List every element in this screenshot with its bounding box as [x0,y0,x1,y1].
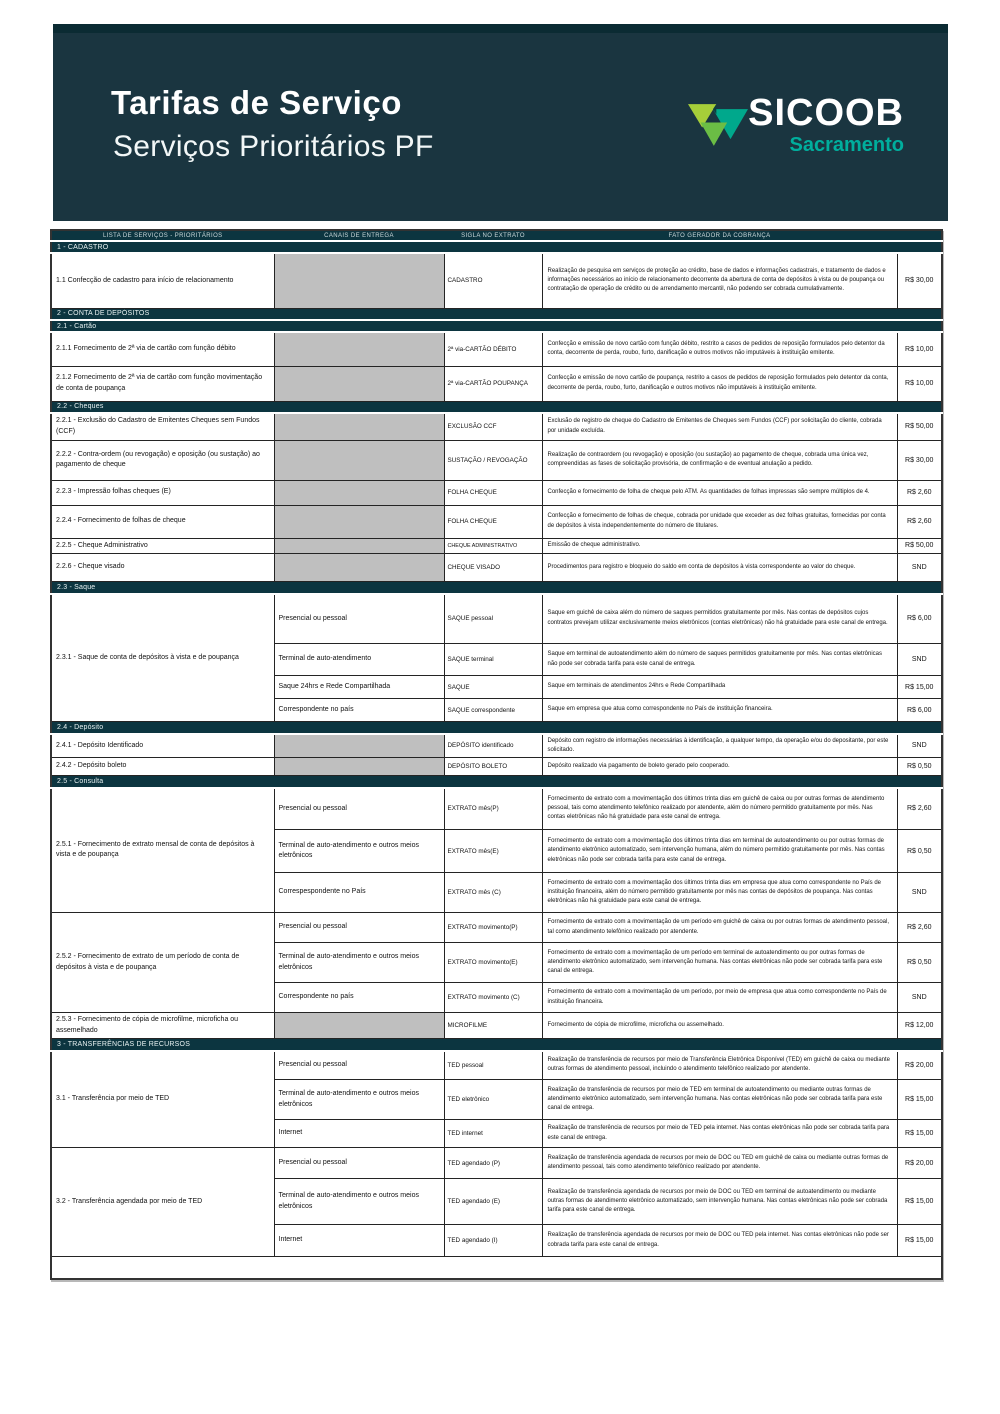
sigla-cell: EXTRATO movimento (C) [444,983,542,1013]
channel-cell: Presencial ou pessoal [274,788,444,830]
fato-cell: Saque em empresa que atua como correspondente no País de instituição financeira. [542,699,897,722]
sigla-cell: SAQUE [444,676,542,699]
channel-cell: Terminal de auto-atendimento e outros meios eletrônicos [274,943,444,983]
service-cell: 2.2.2 - Contra-ordem (ou revogação) e oposição (ou sustação) ao pagamento de cheque [51,440,274,480]
sigla-cell: FOLHA CHEQUE [444,480,542,505]
price-cell: R$ 50,00 [897,413,942,440]
column-header-row [51,230,942,241]
channel-cell-empty [274,1013,444,1039]
price-cell: R$ 15,00 [897,1225,942,1257]
sigla-cell: EXTRATO mês(E) [444,830,542,873]
fato-cell: Realização de transferência de recursos por meio de Transferência Eletrônica Disponível (TED) em guichê de caixa ou mediante outras formas de atendimento pessoal, incluindo o atendimento telefônico realizado por atendente. [542,1051,897,1080]
empty-footer-row [51,1257,942,1279]
service-cell: 2.4.2 - Depósito boleto [51,758,274,776]
price-cell: R$ 15,00 [897,676,942,699]
table-row [51,413,942,440]
service-cell: 2.2.5 - Cheque Administrativo [51,538,274,554]
sigla-cell: FOLHA CHEQUE [444,505,542,538]
channel-cell-empty [274,734,444,758]
service-cell: 3.1 - Transferência por meio de TED [51,1051,274,1148]
section-bar-cheques: 2.2 - Cheques [51,401,942,413]
price-cell: SND [897,873,942,913]
price-cell: R$ 2,60 [897,480,942,505]
sigla-cell: TED eletrônico [444,1080,542,1120]
channel-cell: Correspondente no país [274,983,444,1013]
table-row [51,440,942,480]
price-cell: SND [897,734,942,758]
fato-cell: Confecção e emissão de novo cartão com função débito, restrito a casos de pedidos de reposição formulados pelo detentor da conta, decorrente de perda, roubo, furto, danificação e outros motivos não imputáveis à instituição emitente. [542,332,897,366]
channel-cell-empty [274,505,444,538]
service-cell: 3.2 - Transferência agendada por meio de TED [51,1148,274,1257]
table-row [51,480,942,505]
column-header-sigla: SIGLA NO EXTRATO [444,230,542,241]
fato-cell: Realização de pesquisa em serviços de proteção ao crédito, base de dados e informações cadastrais, e tratamento de dados e informações necessários ao início de relacionamento decorrente da abertura de conta de depósitos à vista ou de poupança ou contratação de operação de crédito ou de arrendamento mercantil, não podendo ser cobrada cumulativamente. [542,253,897,308]
fato-cell: Realização de transferência de recursos por meio de TED em terminal de autoatendimento ou mediante outras formas de atendimento eletrônico automatizado, sem intervenção humana. Nas contas eletrônicas não pode ser cobrada tarifa para este canal de entrega. [542,1080,897,1120]
service-cell: 2.2.3 - Impressão folhas cheques (E) [51,480,274,505]
channel-cell: Terminal de auto-atendimento e outros meios eletrônicos [274,1179,444,1225]
tariff-table [50,229,943,1280]
table-row [51,538,942,554]
table-row [51,1051,942,1080]
column-header-services: LISTA DE SERVIÇOS - PRIORITÁRIOS [51,230,274,241]
price-cell: R$ 0,50 [897,830,942,873]
channel-cell-empty [274,332,444,366]
fato-cell: Confecção e emissão de novo cartão de poupança, restrito a casos de pedidos de reposição formulados pelo detentor da conta, decorrente de perda, roubo, furto, danificação e outros motivos não imputáveis à instituição emitente. [542,366,897,401]
table-row [51,594,942,644]
table-row [51,505,942,538]
table-row [51,332,942,366]
channel-cell-empty [274,413,444,440]
price-cell: R$ 2,60 [897,913,942,943]
service-cell: 2.2.6 - Cheque visado [51,554,274,582]
fato-cell: Confecção e fornecimento de folha de cheque pelo ATM. As quantidades de folhas impressas são sempre múltiplos de 4. [542,480,897,505]
sigla-cell: TED internet [444,1120,542,1148]
fato-cell: Realização de transferência agendada de recursos por meio de DOC ou TED em terminal de autoatendimento ou mediante outras formas de atendimento eletrônico automatizado, sem intervenção humana. Nas contas eletrônicas não pode ser cobrada tarifa para este canal de entrega. [542,1179,897,1225]
sigla-cell: TED agendado (P) [444,1148,542,1179]
fato-cell: Exclusão de registro de cheque do Cadastro de Emitentes de Cheques sem Fundos (CCF) por solicitação do cliente, cobrada por unidade excluída. [542,413,897,440]
price-cell: R$ 15,00 [897,1179,942,1225]
price-cell: R$ 50,00 [897,538,942,554]
fato-cell: Fornecimento de extrato com a movimentação dos últimos trinta dias em terminal de autoatendimento ou por outras formas de atendimento eletrônico automatizado, sem intervenção humana, além do número permitido gratuitamente por mês. Nas contas eletrônicas não pode ser cobrada tarifa para este canal de entrega. [542,830,897,873]
brand-unit: Sacramento [789,133,904,156]
sigla-cell: EXTRATO movimento(P) [444,913,542,943]
table-row [51,253,942,308]
document-header [53,24,948,221]
service-cell: 2.2.4 - Fornecimento de folhas de cheque [51,505,274,538]
column-header-fato: FATO GERADOR DA COBRANÇA [542,230,897,241]
sigla-cell: EXTRATO mês (C) [444,873,542,913]
channel-cell: Internet [274,1120,444,1148]
channel-cell-empty [274,480,444,505]
price-cell: R$ 15,00 [897,1120,942,1148]
price-cell: R$ 6,00 [897,594,942,644]
service-cell: 2.4.1 - Depósito Identificado [51,734,274,758]
price-cell: R$ 30,00 [897,253,942,308]
table-row [51,734,942,758]
section-bar-conta-depositos: 2 - CONTA DE DEPÓSITOS [51,308,942,320]
sigla-cell: 2ª via-CARTÃO POUPANÇA [444,366,542,401]
sigla-cell: SAQUE correspondente [444,699,542,722]
price-cell: R$ 30,00 [897,440,942,480]
price-cell: R$ 2,60 [897,788,942,830]
channel-cell-empty [274,440,444,480]
fato-cell: Fornecimento de cópia de microfilme, microficha ou assemelhado. [542,1013,897,1039]
price-cell: R$ 6,00 [897,699,942,722]
table-row [51,1013,942,1039]
channel-cell: Presencial ou pessoal [274,913,444,943]
section-bar-deposito: 2.4 - Depósito [51,722,942,734]
price-cell: SND [897,554,942,582]
fato-cell: Fornecimento de extrato com a movimentação dos últimos trinta dias em empresa que atua como correspondente no País de instituição financeira, além do número permitido gratuitamente por mês nas contas de depósitos de poupança. Nas contas eletrônicas não há gratuidade para este canal de entrega. [542,873,897,913]
table-row [51,758,942,776]
sicoob-logo-icon [688,104,748,156]
table-row [51,913,942,943]
service-cell: 2.1.2 Fornecimento de 2ª via de cartão com função movimentação de conta de poupança [51,366,274,401]
channel-cell: Correspespondente no País [274,873,444,913]
brand-block [688,94,904,156]
fato-cell: Fornecimento de extrato com a movimentação de um período em terminal de autoatendimento ou por outras formas de atendimento eletrônico automatizado, sem intervenção humana. Nas contas eletrônicas não pode ser cobrada tarifa para este canal de entrega. [542,943,897,983]
service-cell: 2.1.1 Fornecimento de 2ª via de cartão com função débito [51,332,274,366]
fato-cell: Saque em guichê de caixa além do número de saques permitidos gratuitamente por mês. Nas contas de depósitos cujos contratos prevejam utilizar exclusivamente meios eletrônicos (contas eletrônicas) não há gratuidade para este canal de entrega. [542,594,897,644]
fato-cell: Fornecimento de extrato com a movimentação de um período, por meio de empresa que atua como correspondente no País de instituição financeira. [542,983,897,1013]
service-cell: 2.3.1 - Saque de conta de depósitos à vista e de poupança [51,594,274,722]
sigla-cell: DEPÓSITO BOLETO [444,758,542,776]
channel-cell-empty [274,366,444,401]
section-bar-saque: 2.3 - Saque [51,582,942,594]
channel-cell: Presencial ou pessoal [274,1051,444,1080]
service-cell: 2.5.3 - Fornecimento de cópia de microfilme, microficha ou assemelhado [51,1013,274,1039]
sigla-cell: CADASTRO [444,253,542,308]
price-cell: R$ 2,60 [897,505,942,538]
brand-text [748,94,904,156]
sigla-cell: SAQUE pessoal [444,594,542,644]
channel-cell: Terminal de auto-atendimento [274,644,444,676]
price-cell: R$ 12,00 [897,1013,942,1039]
table-row [51,1148,942,1179]
table-row [51,554,942,582]
section-bar-consulta: 2.5 - Consulta [51,776,942,788]
table-row [51,366,942,401]
fato-cell: Realização de transferência agendada de recursos por meio de DOC ou TED em guichê de caixa ou mediante outras formas de atendimento pessoal, tais como atendimento telefônico realizado por atendente. [542,1148,897,1179]
price-cell: R$ 0,50 [897,943,942,983]
channel-cell: Saque 24hrs e Rede Compartilhada [274,676,444,699]
fato-cell: Realização de contraordem (ou revogação) e oposição (ou sustação) ao pagamento de cheque, cobrada uma única vez, compreendidas as fases de solicitação provisória, de confirmação e de eventual anulação a pedido. [542,440,897,480]
sigla-cell: TED pessoal [444,1051,542,1080]
price-cell: R$ 15,00 [897,1080,942,1120]
fato-cell: Depósito realizado via pagamento de boleto gerado pelo cooperado. [542,758,897,776]
brand-name: SICOOB [748,92,904,134]
price-cell: R$ 0,50 [897,758,942,776]
sigla-cell: TED agendado (E) [444,1179,542,1225]
fato-cell: Fornecimento de extrato com a movimentação de um período em guichê de caixa ou por outras formas de atendimento pessoal, tal como atendimento telefônico realizado por atendente. [542,913,897,943]
page-subtitle: Serviços Prioritários PF [113,130,434,163]
sigla-cell: DEPÓSITO identificado [444,734,542,758]
price-cell: R$ 20,00 [897,1051,942,1080]
fato-cell: Fornecimento de extrato com a movimentação dos últimos trinta dias em guichê de caixa ou por outras formas de atendimento pessoal, tais como atendimento telefônico realizado por atendente, além do número permitido gratuitamente por mês. Nas contas eletrônicas não há gratuidade para este canal de entrega. [542,788,897,830]
channel-cell: Terminal de auto-atendimento e outros meios eletrônicos [274,1080,444,1120]
price-cell: SND [897,644,942,676]
service-cell: 1.1 Confecção de cadastro para início de relacionamento [51,253,274,308]
price-cell: SND [897,983,942,1013]
channel-cell-empty [274,253,444,308]
service-cell: 2.5.1 - Fornecimento de extrato mensal de conta de depósitos à vista e de poupança [51,788,274,913]
price-cell: R$ 20,00 [897,1148,942,1179]
sigla-cell: CHEQUE VISADO [444,554,542,582]
channel-cell-empty [274,538,444,554]
sigla-cell: EXTRATO movimento(E) [444,943,542,983]
channel-cell: Correspondente no país [274,699,444,722]
channel-cell: Presencial ou pessoal [274,1148,444,1179]
column-header-channels: CANAIS DE ENTREGA [274,230,444,241]
fato-cell: Realização de transferência agendada de recursos por meio de DOC ou TED pela internet. Nas contas eletrônicas não pode ser cobrada tarifa para este canal de entrega. [542,1225,897,1257]
channel-cell: Presencial ou pessoal [274,594,444,644]
header-top-strip [53,24,948,33]
service-cell: 2.2.1 - Exclusão do Cadastro de Emitentes Cheques sem Fundos (CCF) [51,413,274,440]
section-bar-transferencias: 3 - TRANSFERÊNCIAS DE RECURSOS [51,1039,942,1051]
fato-cell: Depósito com registro de informações necessárias à identificação, a qualquer tempo, da operação e/ou do depositante, por este solicitado. [542,734,897,758]
page-title: Tarifas de Serviço [111,84,402,121]
column-header-price [897,230,942,241]
sigla-cell: SAQUE terminal [444,644,542,676]
sigla-cell: CHEQUE ADMINISTRATIVO [444,538,542,554]
table-row [51,788,942,830]
fato-cell: Procedimentos para registro e bloqueio do saldo em conta de depósitos à vista correspondente ao valor do cheque. [542,554,897,582]
sigla-cell: 2ª via-CARTÃO DÉBITO [444,332,542,366]
section-bar-cartao: 2.1 - Cartão [51,320,942,332]
sigla-cell: TED agendado (I) [444,1225,542,1257]
sigla-cell: EXCLUSÃO CCF [444,413,542,440]
sigla-cell: SUSTAÇÃO / REVOGAÇÃO [444,440,542,480]
fato-cell: Saque em terminal de autoatendimento além do número de saques permitidos gratuitamente por mês. Nas contas eletrônicas não pode ser cobrada tarifa para este canal de entrega. [542,644,897,676]
fato-cell: Saque em terminais de atendimentos 24hrs e Rede Compartilhada [542,676,897,699]
sigla-cell: EXTRATO mês(P) [444,788,542,830]
price-cell: R$ 10,00 [897,366,942,401]
fato-cell: Emissão de cheque administrativo. [542,538,897,554]
channel-cell: Internet [274,1225,444,1257]
service-cell: 2.5.2 - Fornecimento de extrato de um período de conta de depósitos à vista e de poupança [51,913,274,1013]
sigla-cell: MICROFILME [444,1013,542,1039]
price-cell: R$ 10,00 [897,332,942,366]
fato-cell: Realização de transferência de recursos por meio de TED pela internet. Nas contas eletrônicas não pode ser cobrada tarifa para este canal de entrega. [542,1120,897,1148]
channel-cell: Terminal de auto-atendimento e outros meios eletrônicos [274,830,444,873]
fato-cell: Confecção e fornecimento de folhas de cheque, cobrada por unidade que exceder as dez folhas gratuitas, fornecidas por conta de depósitos à vista independentemente do número de titulares. [542,505,897,538]
channel-cell-empty [274,758,444,776]
channel-cell-empty [274,554,444,582]
section-bar-cadastro: 1 - CADASTRO [51,241,942,253]
